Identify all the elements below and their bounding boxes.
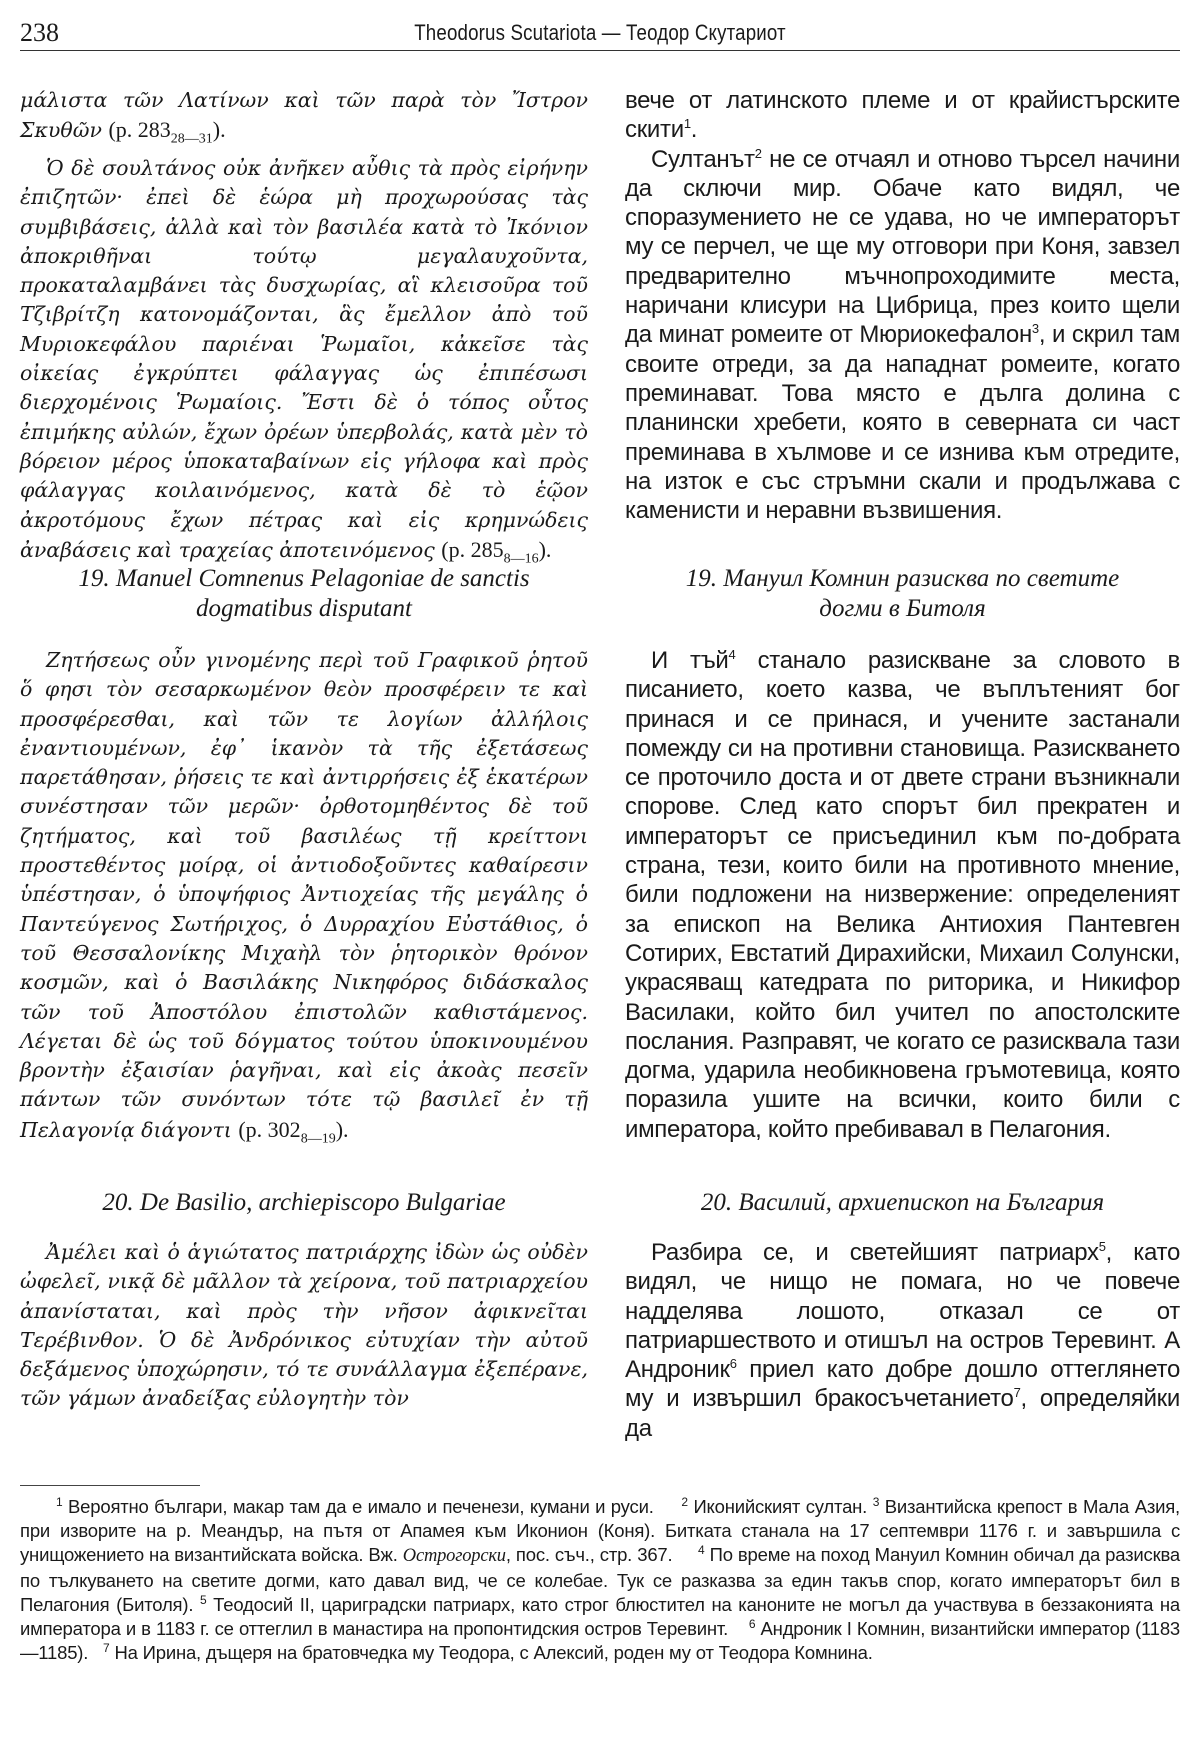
page-number: 238 <box>20 18 59 47</box>
bulgarian-section-20 <box>625 1188 1180 1443</box>
running-head: Theodorus Scutariota — Теодор Скутариот <box>414 20 786 45</box>
footnote-4: $^4$ По време на поход Мануил Комнин обичал да разисква по тълкуването на светите догми, като давал вид, че се колебае. Тук се разказва за един такъв спор, когато императорът бил в Пелагония (Битоля). <box>20 1543 1180 1615</box>
footnote-marker[interactable]: 5 <box>1098 1239 1106 1254</box>
footnote-marker[interactable]: 4 <box>728 647 736 662</box>
bulgarian-paragraph: И тъй$^4$ станало разискване за словото в писанието, което казва, че въплътеният бог принася и се принася, и учените застанали помежду си на противни становища. Разискването се проточило доста и от двете страни възникнали спорове. След като спорът бил прекратен и императорът се присъединил към по-добрата страна, тези, които били на противното мнение, били подложени на низвержение: определеният за епископ на Велика Антиохия Пантевген Сотирих, Евстатий Дирахийски, Михаил Солунски, украсяващ катедрата по риторика, и Никифор Василаки, който бил учител по апостолските послания. Разправят, че когато се разисквала тази догма, ударила необикновена гръмотевица, която поразила ушите на всички, които били с императора, който пребивавал в Пелагония. <box>625 647 1180 1143</box>
footnote-3: $^3$ Византийска крепост в Мала Азия, при изворите на р. Меандър, на пътя от Апамея към Иконион (Коня). Битката станала на 17 септември 1176 г. и завършила с унищожението на византийската войска. Вж. Острогорски, пос. съч., стр. 367. <box>20 1494 1181 1567</box>
footnote-6: $^6$ Андроник I Комнин, византийски император (1183—1185). <box>20 1616 1180 1664</box>
greek-section-20 <box>20 1188 588 1414</box>
footnote-5: $^5$ Теодосий II, цариградски патриарх, като строг блюстител на каноните не могъл да участвува в беззаконията на императора и в 1183 г. се оттеглил в манастира на пропонтидския остров Теревинт. <box>20 1592 1180 1640</box>
bulgarian-paragraph: Султанът$^2$ не се отчаял и отново търсел начини да сключи мир. Обаче като видял, че споразумението не се удава, но че императорът му се перчел, че ще му отговори при Коня, завзел предварително мъчнопроходимите места, наричани клисури на Цибрица, през които щели да минат ромеите от Мюриокефалон$^3$, и скрил там своите отреди, за да нападнат ромеите, когато преминават. Това място е дълга долина с планински хребети, която в северната си част преминава в хълмове и се изнива към отредите, на изток е със стръмни скали и продължава с каменисти и неравни възвишения. <box>625 145 1180 525</box>
footnote-marker[interactable]: 1 <box>683 116 691 132</box>
page-reference: (p. $283_{28—31}$). <box>108 117 226 147</box>
section-title: 19. Мануил Комнин разисква по светите догми в Битоля <box>685 565 1120 622</box>
footnote-rule <box>20 1485 200 1486</box>
footnote-marker[interactable]: 2 <box>754 145 762 161</box>
footnote-marker[interactable]: 6 <box>729 1356 737 1372</box>
page-reference: (p. $302_{8—19}$). <box>238 1116 349 1147</box>
footnote-2: $^2$ Иконийският султан. <box>681 1494 868 1517</box>
page-reference: (p. $285_{8—16}$). <box>441 536 552 567</box>
greek-paragraph: Ὁ δὲ σουλτάνος οὐκ ἀνῆκεν αὖθις τὰ πρὸς εἰρήνην ἐπιζητῶν· ἐπεὶ δὲ ἑώρα μὴ προχωρούσας τὰς συμβιβάσεις, ἀλλὰ καὶ τὸν βασιλέα κατὰ τὸ Ἰκόνιον ἀποκριθῆναι τούτῳ μεγαλαυχοῦντα, προκαταλαμβάνει τὰς δυσχωρίας, αἳ κλεισοῦρα τοῦ Τζιβρίτζη κατονομάζονται, ἃς ἔμελλον ἀπὸ τοῦ Μυριοκεφάλου παριέναι Ῥωμαῖοι, κἀκεῖσε τὰς οἰκείας ἐγκρύπτει φάλαγγας ὡς ἐπιπέσωσι διερχομένοις Ῥωμαίοις. Ἔστι δὲ ὁ τόπος οὗτος ἐπιμήκης αὐλών, ἔχων ὀρέων ὑπερβολάς, κατὰ μὲν τὸ βόρειον μέρος ὑποκαταβαίνων εἰς γήλοφα καὶ πρὸς φάλαγγας κοιλαινόμενος, κατὰ δὲ τὸ ἑῷον ἀκροτόμους ἔχων πέτρας καὶ εἰς κρημνώδεις ἀναβάσεις καὶ τραχείας ἀποτεινόμενος (p. $285_{8—16}$). <box>20 155 588 567</box>
footnotes <box>20 1495 1180 1665</box>
bulgarian-paragraph: Разбира се, и светейшият патриарх$^5$, като видял, че нищо не помага, но че повече надделява лошото, отказал се от патриаршеството и отишъл на остров Теревинт. А Андроник$^6$ приел като добре дошло оттеглянето му и извършил бракосъчетанието$^7$, определяйки да <box>625 1239 1180 1442</box>
bulgarian-section-19 <box>625 564 1180 1144</box>
footnote-7: $^7$ На Ирина, дъщеря на братовчедка му Теодора, с Алексий, роден му от Теодора Комнина. <box>103 1641 873 1664</box>
footnote-marker[interactable]: 3 <box>1031 321 1039 337</box>
greek-paragraph: Ἀμέλει καὶ ὁ ἁγιώτατος πατριάρχης ἰδὼν ὡς οὐδὲν ὠφελεῖ, νικᾷ δὲ μᾶλλον τὰ χείρονα, τοῦ πατριαρχείου ἀπανίσταται, καὶ πρὸς τὴν νῆσον ἀφικνεῖται Τερέβινθον. Ὁ δὲ Ἀνδρόνικος εὐτυχίαν τὴν αὐτοῦ δεξάμενος ὑποχώρησιν, τό τε συνάλλαγμα ἐξεπέρανε, τῶν γάμων ἀναδείξας εὐλογητὴν τὸν <box>20 1240 588 1411</box>
footnote-1: $^1$ Вероятно българи, макар там да е имало и печенези, кумани и руси. <box>56 1494 654 1517</box>
footnote-marker[interactable]: 7 <box>1013 1385 1021 1401</box>
section-title: 19. Manuel Comnenus Pelagoniae de sanctis dogmatibus disputant <box>78 565 530 622</box>
header-rule <box>20 50 1180 51</box>
greek-continuation-text: μάλιστα τῶν Λατίνων καὶ τῶν παρὰ τὸν Ἴστρον Σκυθῶν <box>20 88 588 143</box>
section-title: 20. De Basilio, archiepiscopo Bulgariae <box>102 1189 506 1216</box>
greek-paragraph: Ζητήσεως οὖν γινομένης περὶ τοῦ Γραφικοῦ ῥητοῦ ὅ φησι τὸν σεσαρκωμένον θεὸν προσφέρειν τε καὶ προσφέρεσθαι, καὶ τῶν τε λογίων ἀλλήλοις ἐναντιουμένων, ἐφ᾽ ἱκανὸν τὰ τῆς ἐξετάσεως παρετάθησαν, ῥήσεις τε καὶ ἀντιρρήσεις ἐξ ἑκατέρων συνέστησαν τῶν μερῶν· ὀρθοτομηθέντος δὲ τοῦ ζητήματος, καὶ τοῦ βασιλέως τῇ κρείττονι προστεθέντος μοίρᾳ, οἱ ἀντιοδοξοῦντες καθαίρεσιν ὑπέστησαν, ὁ ὑποψήφιος Ἀντιοχείας τῆς μεγάλης ὁ Παντεύγενος Σωτήριχος, ὁ Δυρραχίου Εὐστάθιος, ὁ τοῦ Θεσσαλονίκης Μιχαὴλ τὸν ῥητορικὸν θρόνον κοσμῶν, καὶ ὁ Βασιλάκης Νικηφόρος διδάσκαλος τῶν τοῦ Ἀποστόλου ἐπιστολῶν καθιστάμενος. Λέγεται δὲ ὡς τοῦ δόγματος τούτου ὑποκινουμένου βροντὴν ἐξαισίαν ῥαγῆναι, καὶ εἰς ἀκοὰς πεσεῖν πάντων τῶν συνόντων τότε τῷ βασιλεῖ ἐν τῇ Πελαγονίᾳ διάγοντι (p. $302_{8—19}$). <box>20 648 588 1147</box>
greek-section-19 <box>20 564 588 1153</box>
bulgarian-continuation: вече от латинското племе и от крайистърските скити$^1$. Султанът$^2$ не се отчаял и отново търсел начини да сключи мир. Обаче като видял, че споразумението не се удава, но че императорът му се перчел, че ще му отговори при Коня, завзел предварително мъчнопроходимите места, наричани клисури на Цибрица, през които щели да минат ромеите от Мюриокефалон$^3$, и скрил там своите отреди, за да нападнат ромеите, когато преминават. Това място е дълга долина с планински хребети, която в северната си част преминава в хълмове и се изнива към отредите, на изток е със стръмни скали и продължава с каменисти и неравни възвишения. <box>625 87 1180 525</box>
greek-continuation <box>20 86 588 574</box>
page-header <box>20 14 1180 54</box>
section-title: 20. Василий, архиепископ на България <box>700 1189 1105 1216</box>
